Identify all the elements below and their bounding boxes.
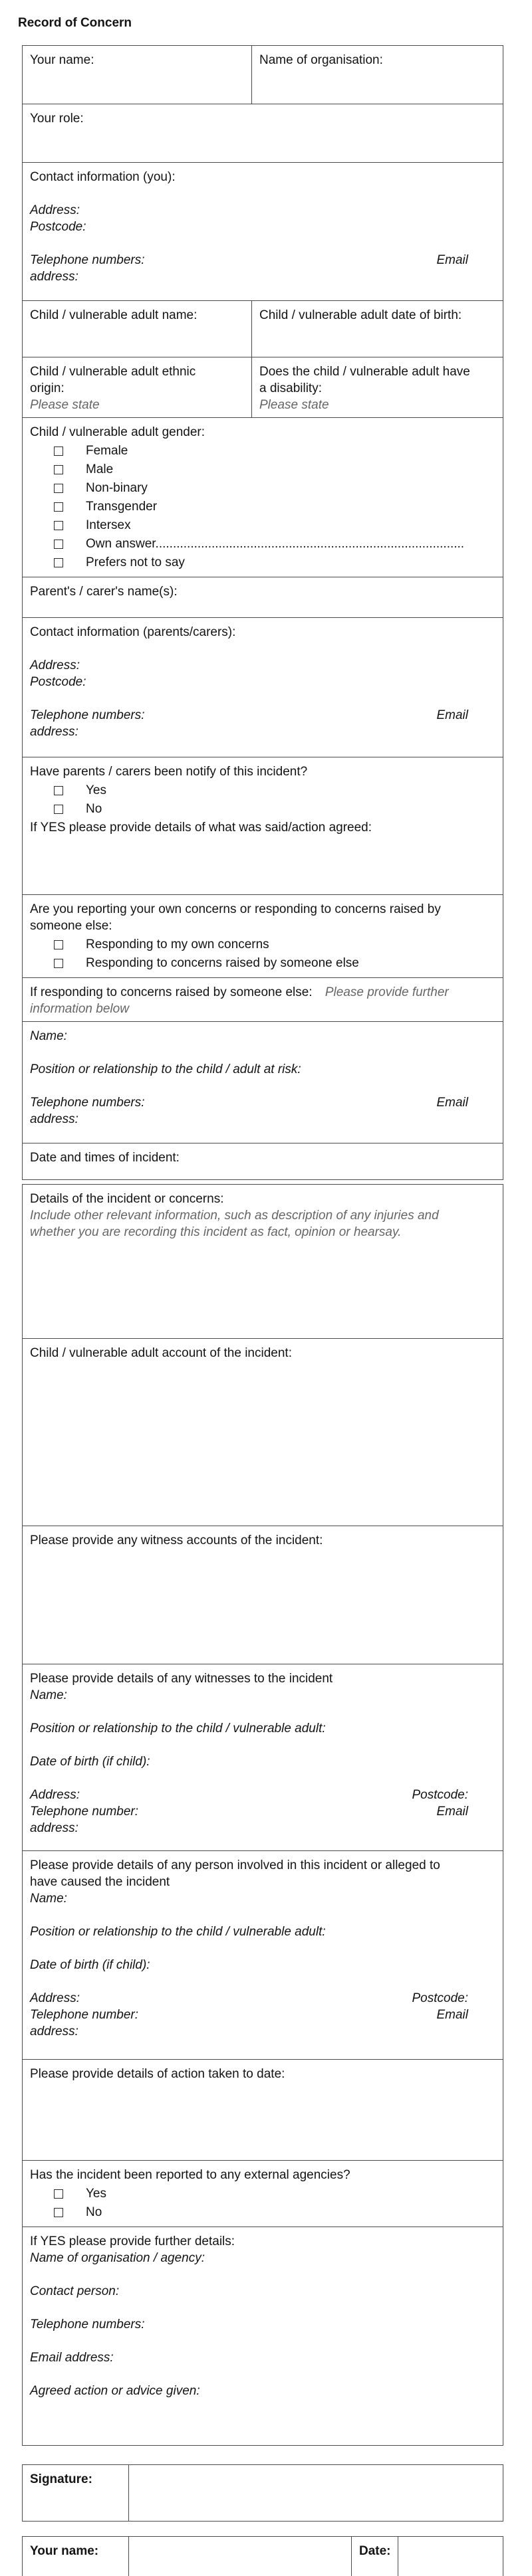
notified-option-yes bbox=[54, 782, 495, 799]
page-title: Record of Concern bbox=[18, 16, 132, 30]
footer-your-name-field[interactable] bbox=[128, 2537, 351, 2576]
gender-transgender-label: Transgender bbox=[86, 500, 158, 514]
person-email-label: Email bbox=[436, 2008, 468, 2022]
witness-email-label: Email bbox=[436, 1805, 468, 1819]
checkbox-reporting-own[interactable] bbox=[54, 940, 63, 949]
agencies-no-label: No bbox=[86, 2205, 102, 2219]
ethnic-origin-note: Please state bbox=[30, 398, 100, 412]
row-gender bbox=[23, 417, 503, 577]
field-witness-accounts[interactable] bbox=[23, 1526, 503, 1664]
action-taken-label: Please provide details of action taken to date: bbox=[30, 2067, 285, 2081]
gender-intersex-label: Intersex bbox=[86, 518, 131, 532]
field-your-name[interactable] bbox=[23, 46, 251, 104]
footer-date-label-cell bbox=[351, 2537, 398, 2576]
row-witness-accounts bbox=[23, 1526, 503, 1664]
further-agreed-action-label: Agreed action or advice given: bbox=[30, 2384, 200, 2398]
ethnic-origin-label: Child / vulnerable adult ethnic origin: bbox=[30, 365, 196, 395]
footer-your-name-label: Your name: bbox=[30, 2544, 99, 2558]
witness-position-label: Position or relationship to the child / vulnerable adult: bbox=[30, 1722, 326, 1735]
reporting-someone-else-label: Responding to concerns raised by someone else bbox=[86, 956, 359, 970]
reporting-question: Are you reporting your own concerns or responding to concerns raised by someone else: bbox=[30, 902, 441, 933]
disability-note: Please state bbox=[259, 398, 329, 412]
witness-accounts-label: Please provide any witness accounts of the incident: bbox=[30, 1534, 323, 1547]
child-name-label: Child / vulnerable adult name: bbox=[30, 308, 198, 322]
notified-no-label: No bbox=[86, 802, 102, 816]
field-disability[interactable] bbox=[251, 357, 503, 417]
field-child-account[interactable] bbox=[23, 1339, 503, 1526]
row-witness-details bbox=[23, 1664, 503, 1850]
row-incident-details bbox=[23, 1185, 503, 1338]
field-gender bbox=[23, 418, 503, 577]
contact-you-heading: Contact information (you): bbox=[30, 170, 176, 184]
field-your-role[interactable] bbox=[23, 104, 503, 162]
row-child-account bbox=[23, 1338, 503, 1526]
row-external-agencies bbox=[23, 2160, 503, 2227]
field-incident-datetime[interactable] bbox=[23, 1143, 503, 1179]
notified-question: Have parents / carers been notify of this incident? bbox=[30, 765, 308, 779]
field-contact-parents[interactable] bbox=[23, 618, 503, 757]
contact-parents-postcode-label: Postcode: bbox=[30, 675, 86, 689]
field-incident-details[interactable] bbox=[23, 1185, 503, 1338]
gender-label: Child / vulnerable adult gender: bbox=[30, 425, 205, 439]
gender-male-label: Male bbox=[86, 462, 114, 476]
external-agencies-question: Has the incident been reported to any external agencies? bbox=[30, 2168, 350, 2182]
reporting-option-someone-else bbox=[54, 955, 495, 971]
contact-parents-email-label-cont: address: bbox=[30, 725, 78, 739]
signature-label-cell bbox=[23, 2465, 128, 2521]
field-ethnic-origin[interactable] bbox=[23, 357, 251, 417]
notified-if-yes-label: If YES please provide details of what was said/action agreed: bbox=[30, 821, 372, 835]
contact-you-email-label-cont: address: bbox=[30, 270, 78, 284]
gender-option-intersex bbox=[54, 517, 495, 534]
checkbox-reporting-someone-else[interactable] bbox=[54, 959, 63, 968]
witness-name-label: Name: bbox=[30, 1688, 67, 1702]
field-reporter-details[interactable] bbox=[23, 1022, 503, 1143]
footer-date-label: Date: bbox=[359, 2544, 391, 2558]
reporter-position-label: Position or relationship to the child / adult at risk: bbox=[30, 1062, 301, 1076]
row-child-name-dob bbox=[23, 300, 503, 357]
reporting-own-label: Responding to my own concerns bbox=[86, 938, 269, 951]
field-child-dob[interactable] bbox=[251, 301, 503, 357]
contact-you-address-label: Address: bbox=[30, 203, 80, 217]
witness-email-label-cont: address: bbox=[30, 1821, 78, 1835]
gender-option-own-answer bbox=[54, 536, 495, 552]
field-child-name[interactable] bbox=[23, 301, 251, 357]
name-date-table bbox=[22, 2536, 503, 2576]
checkbox-gender-transgender[interactable] bbox=[54, 502, 63, 512]
witness-address-label: Address: bbox=[30, 1788, 80, 1802]
field-external-agencies bbox=[23, 2161, 503, 2227]
witnesses-heading: Please provide details of any witnesses to the incident bbox=[30, 1672, 333, 1686]
reporter-name-label: Name: bbox=[30, 1029, 67, 1043]
responding-ref-note: Please provide further information below bbox=[30, 985, 449, 1016]
contact-parents-heading: Contact information (parents/carers): bbox=[30, 625, 236, 639]
checkbox-gender-prefers-not-to-say[interactable] bbox=[54, 558, 63, 567]
contact-you-telephone-label: Telephone numbers: bbox=[30, 253, 145, 267]
checkbox-gender-intersex[interactable] bbox=[54, 521, 63, 530]
field-person-involved[interactable] bbox=[23, 1851, 503, 2059]
person-dob-label: Date of birth (if child): bbox=[30, 1958, 150, 1972]
further-telephone-label: Telephone numbers: bbox=[30, 2318, 145, 2331]
gender-option-transgender bbox=[54, 498, 495, 515]
further-organisation-label: Name of organisation / agency: bbox=[30, 2251, 205, 2265]
reporter-telephone-label: Telephone numbers: bbox=[30, 1096, 145, 1110]
contact-parents-address-label: Address: bbox=[30, 658, 80, 672]
witness-dob-label: Date of birth (if child): bbox=[30, 1755, 150, 1769]
incident-datetime-label: Date and times of incident: bbox=[30, 1151, 180, 1165]
field-organisation[interactable] bbox=[251, 46, 503, 104]
field-reporting-type bbox=[23, 895, 503, 977]
further-contact-person-label: Contact person: bbox=[30, 2284, 120, 2298]
checkbox-agencies-no[interactable] bbox=[54, 2208, 63, 2217]
row-contact-parents bbox=[23, 617, 503, 757]
field-parents-notified[interactable] bbox=[23, 757, 503, 894]
field-parents-names[interactable] bbox=[23, 577, 503, 617]
reporter-email-label-cont: address: bbox=[30, 1112, 78, 1126]
row-further-details bbox=[23, 2227, 503, 2445]
field-action-taken[interactable] bbox=[23, 2060, 503, 2160]
row-ethnic-disability bbox=[23, 357, 503, 417]
witness-postcode-label: Postcode: bbox=[412, 1788, 468, 1802]
gender-option-non-binary bbox=[54, 480, 495, 496]
person-address-label: Address: bbox=[30, 1991, 80, 2005]
row-reporter-details bbox=[23, 1021, 503, 1143]
person-name-label: Name: bbox=[30, 1892, 67, 1906]
incident-details-heading: Details of the incident or concerns: bbox=[30, 1192, 224, 1206]
row-action-taken bbox=[23, 2059, 503, 2160]
row-signature bbox=[23, 2465, 503, 2521]
person-telephone-label: Telephone number: bbox=[30, 2008, 139, 2022]
signature-table bbox=[22, 2464, 503, 2522]
agencies-option-no bbox=[54, 2204, 495, 2221]
responding-ref-label: If responding to concerns raised by someone else: bbox=[30, 985, 313, 999]
gender-option-male bbox=[54, 461, 495, 478]
witness-telephone-label: Telephone number: bbox=[30, 1805, 139, 1819]
main-form-table-1 bbox=[22, 45, 503, 1180]
checkbox-gender-female[interactable] bbox=[54, 446, 63, 456]
row-incident-datetime bbox=[23, 1143, 503, 1179]
row-person-involved bbox=[23, 1850, 503, 2059]
gender-non-binary-label: Non-binary bbox=[86, 481, 148, 495]
child-account-label: Child / vulnerable adult account of the incident: bbox=[30, 1346, 292, 1360]
signature-field[interactable] bbox=[128, 2465, 503, 2521]
contact-you-postcode-label: Postcode: bbox=[30, 220, 86, 234]
row-parents-notified bbox=[23, 757, 503, 894]
your-name-label: Your name: bbox=[30, 53, 94, 67]
contact-parents-email-label: Email bbox=[436, 708, 468, 722]
gender-option-prefers-not-to-say bbox=[54, 554, 495, 571]
further-email-label: Email address: bbox=[30, 2351, 114, 2365]
gender-own-answer-label: Own answer........................................................................................ bbox=[86, 537, 465, 551]
further-details-heading: If YES please provide further details: bbox=[30, 2234, 235, 2248]
main-form-table-2 bbox=[22, 1184, 503, 2446]
organisation-label: Name of organisation: bbox=[259, 53, 383, 67]
field-responding-ref bbox=[23, 978, 503, 1021]
incident-details-note: Include other relevant information, such as description of any injuries and whether you are recording this incident as fact, opinion or hearsay. bbox=[30, 1209, 439, 1239]
person-postcode-label: Postcode: bbox=[412, 1991, 468, 2005]
row-parents-names bbox=[23, 577, 503, 617]
checkbox-gender-male[interactable] bbox=[54, 465, 63, 474]
gender-prefers-not-to-say-label: Prefers not to say bbox=[86, 555, 185, 569]
row-contact-you bbox=[23, 162, 503, 300]
checkbox-notified-no[interactable] bbox=[54, 805, 63, 814]
gender-option-female bbox=[54, 443, 495, 459]
child-dob-label: Child / vulnerable adult date of birth: bbox=[259, 308, 462, 322]
footer-your-name-label-cell bbox=[23, 2537, 128, 2576]
disability-label: Does the child / vulnerable adult have a disability: bbox=[259, 365, 470, 395]
footer-date-field[interactable] bbox=[398, 2537, 503, 2576]
gender-female-label: Female bbox=[86, 444, 128, 458]
your-role-label: Your role: bbox=[30, 112, 84, 126]
reporter-email-label: Email bbox=[436, 1096, 468, 1110]
person-involved-heading: Please provide details of any person involved in this incident or alleged to have caused the incident bbox=[30, 1858, 440, 1889]
checkbox-gender-own-answer[interactable] bbox=[54, 540, 63, 549]
reporting-option-own bbox=[54, 936, 495, 953]
contact-parents-telephone-label: Telephone numbers: bbox=[30, 708, 145, 722]
row-name-organisation bbox=[23, 46, 503, 104]
row-responding-ref bbox=[23, 977, 503, 1021]
checkbox-gender-non-binary[interactable] bbox=[54, 484, 63, 493]
row-your-role bbox=[23, 104, 503, 162]
row-reporting-type bbox=[23, 894, 503, 977]
field-further-details[interactable] bbox=[23, 2227, 503, 2445]
field-contact-you[interactable] bbox=[23, 163, 503, 300]
checkbox-notified-yes[interactable] bbox=[54, 786, 63, 795]
row-name-date bbox=[23, 2537, 503, 2576]
field-witness-details[interactable] bbox=[23, 1664, 503, 1850]
parents-names-label: Parent's / carer's name(s): bbox=[30, 585, 178, 599]
notified-option-no bbox=[54, 801, 495, 817]
agencies-yes-label: Yes bbox=[86, 2187, 106, 2201]
agencies-option-yes bbox=[54, 2185, 495, 2202]
notified-yes-label: Yes bbox=[86, 783, 106, 797]
person-email-label-cont: address: bbox=[30, 2025, 78, 2038]
checkbox-agencies-yes[interactable] bbox=[54, 2189, 63, 2199]
person-position-label: Position or relationship to the child / vulnerable adult: bbox=[30, 1925, 326, 1939]
signature-label: Signature: bbox=[30, 2472, 92, 2486]
contact-you-email-label: Email bbox=[436, 253, 468, 267]
